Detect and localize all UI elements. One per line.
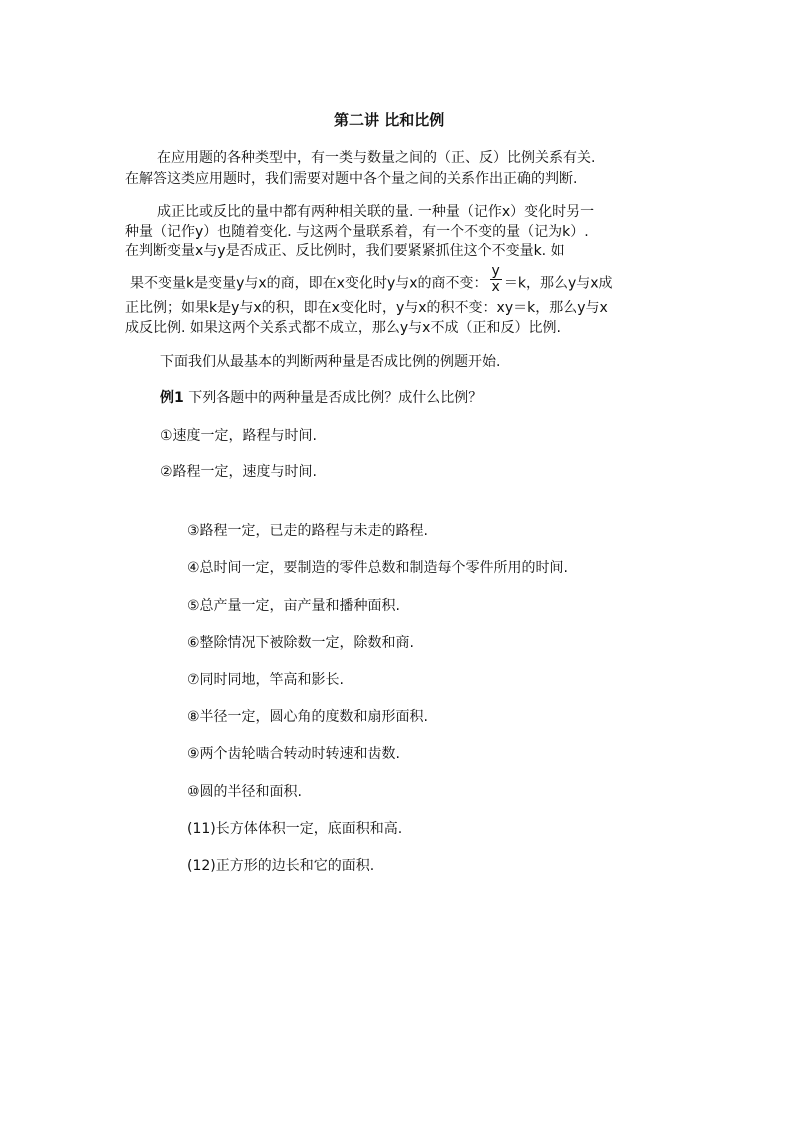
para2-line-4b: ＝k，那么y与x成 [503,275,613,292]
para2-line-5: 正比例；如果k是y与x的积，即在x变化时，y与x的积不变：xy＝k，那么y与x [125,300,608,316]
intro-line-1: 在应用题的各种类型中，有一类与数量之间的（正、反）比例关系有关. [157,150,596,166]
list-item: ⑧半径一定，圆心角的度数和扇形面积. [187,709,428,725]
list-item: ①速度一定，路程与时间. [160,428,318,444]
para2-line-2: 种量（记作y）也随着变化. 与这两个量联系着，有一个不变的量（记为k）. [125,224,589,240]
list-item: ⑤总产量一定，亩产量和播种面积. [187,598,401,614]
list-item: ⑥整除情况下被除数一定，除数和商. [187,635,415,651]
fraction-y-over-x [490,264,502,295]
para2-line-1: 成正比或反比的量中都有两种相关联的量. 一种量（记作x）变化时另一 [157,204,595,220]
list-item: ④总时间一定，要制造的零件总数和制造每个零件所用的时间. [187,560,568,576]
example-question: 下列各题中的两种量是否成比例？成什么比例？ [183,390,483,406]
list-item: (12)正方形的边长和它的面积. [187,858,375,874]
list-item: ③路程一定，已走的路程与未走的路程. [187,523,428,539]
para2-line-4 [130,263,613,299]
list-item: (11)长方体体积一定，底面积和高. [187,821,403,837]
para2-line-3: 在判断变量x与y是否成正、反比例时，我们要紧紧抓住这个不变量k. 如 [125,243,565,259]
para3: 下面我们从最基本的判断两种量是否成比例的例题开始. [160,354,501,370]
example-heading [160,388,482,408]
fraction-numerator: y [491,263,500,279]
list-item: ②路程一定，速度与时间. [160,464,318,480]
example-label: 例1 [160,390,184,406]
list-item: ⑩圆的半径和面积. [187,784,303,800]
intro-line-2: 在解答这类应用题时，我们需要对题中各个量之间的关系作出正确的判断. [125,171,578,187]
para2-line-6: 成反比例. 如果这两个关系式都不成立，那么y与x不成（正和反）比例. [125,320,561,336]
para2-line-4a: 果不变量k是变量y与x的商，即在x变化时y与x的商不变： [130,275,488,292]
page-title: 第二讲 比和比例 [334,111,445,129]
list-item: ⑦同时同地，竿高和影长. [187,672,345,688]
fraction-denominator: x [491,279,500,295]
list-item: ⑨两个齿轮啮合转动时转速和齿数. [187,746,401,762]
